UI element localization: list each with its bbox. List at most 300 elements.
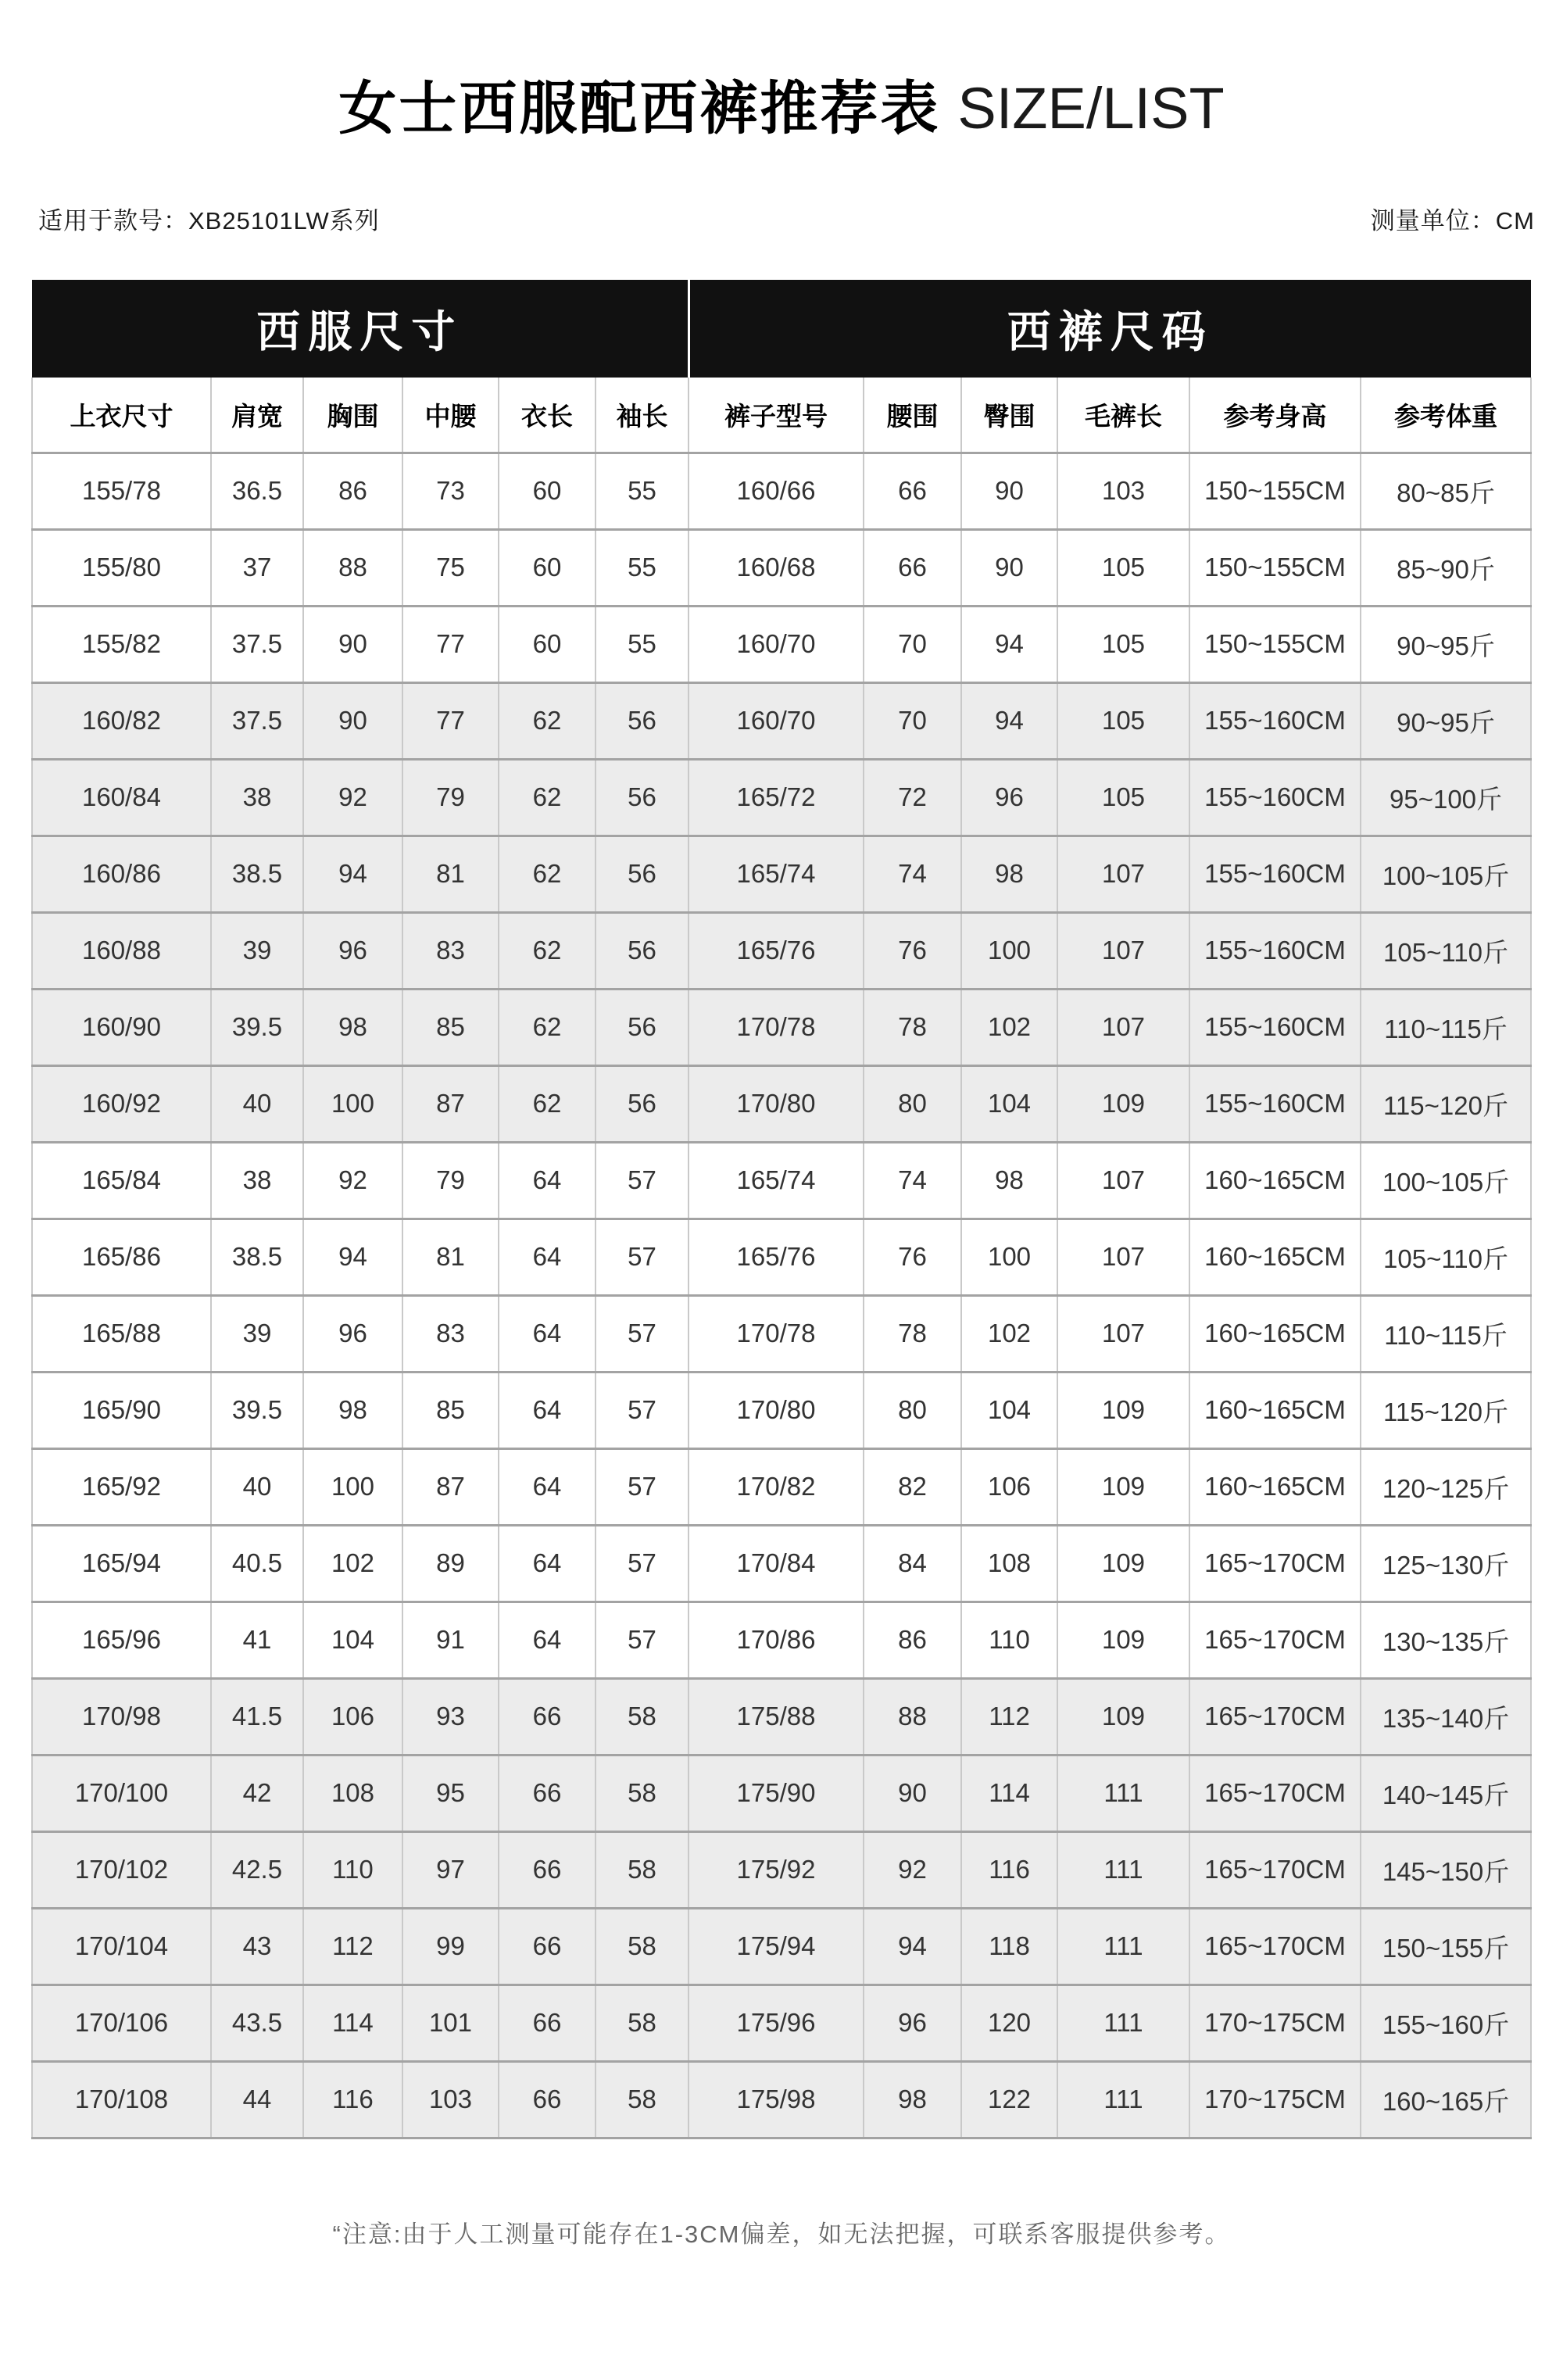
cell-r21-c3: 114 — [303, 1985, 402, 2061]
cell-r2-c6: 55 — [596, 529, 689, 606]
cell-r15-c11: 165~170CM — [1189, 1525, 1361, 1602]
cell-r17-c6: 58 — [596, 1678, 689, 1755]
cell-r8-c4: 85 — [402, 989, 499, 1065]
cell-r12-c5: 64 — [499, 1295, 596, 1372]
cell-r7-c2: 39 — [211, 912, 303, 989]
cell-r7-c3: 96 — [303, 912, 402, 989]
column-header-1: 上衣尺寸 — [32, 378, 211, 453]
cell-r4-c7: 160/70 — [689, 682, 864, 759]
cell-r3-c7: 160/70 — [689, 606, 864, 682]
cell-r14-c8: 82 — [864, 1448, 961, 1525]
cell-r12-c2: 39 — [211, 1295, 303, 1372]
cell-r5-c10: 105 — [1057, 759, 1189, 836]
column-header-12: 参考体重 — [1361, 378, 1531, 453]
cell-r9-c8: 80 — [864, 1065, 961, 1142]
cell-r19-c11: 165~170CM — [1189, 1831, 1361, 1908]
cell-r6-c4: 81 — [402, 836, 499, 912]
size-table — [31, 280, 1532, 2139]
cell-r2-c8: 66 — [864, 529, 961, 606]
cell-r5-c4: 79 — [402, 759, 499, 836]
cell-r14-c11: 160~165CM — [1189, 1448, 1361, 1525]
cell-r10-c1: 165/84 — [32, 1142, 211, 1219]
cell-r13-c11: 160~165CM — [1189, 1372, 1361, 1448]
cell-r17-c11: 165~170CM — [1189, 1678, 1361, 1755]
cell-r13-c4: 85 — [402, 1372, 499, 1448]
cell-r8-c6: 56 — [596, 989, 689, 1065]
page-title-en: SIZE/LIST — [957, 76, 1225, 141]
cell-r3-c10: 105 — [1057, 606, 1189, 682]
cell-r5-c1: 160/84 — [32, 759, 211, 836]
column-header-2: 肩宽 — [211, 378, 303, 453]
cell-r18-c8: 90 — [864, 1755, 961, 1831]
cell-r21-c9: 120 — [961, 1985, 1057, 2061]
cell-r9-c3: 100 — [303, 1065, 402, 1142]
model-note: 适用于款号：XB25101LW系列 — [38, 207, 380, 235]
cell-r6-c7: 165/74 — [689, 836, 864, 912]
column-header-row — [32, 378, 1531, 453]
cell-r7-c6: 56 — [596, 912, 689, 989]
cell-r22-c9: 122 — [961, 2061, 1057, 2138]
cell-r11-c5: 64 — [499, 1219, 596, 1295]
cell-r14-c1: 165/92 — [32, 1448, 211, 1525]
cell-r19-c2: 42.5 — [211, 1831, 303, 1908]
table-row-3 — [32, 606, 1531, 682]
column-header-7: 裤子型号 — [689, 378, 864, 453]
cell-r9-c5: 62 — [499, 1065, 596, 1142]
cell-r10-c2: 38 — [211, 1142, 303, 1219]
cell-r5-c2: 38 — [211, 759, 303, 836]
cell-r19-c4: 97 — [402, 1831, 499, 1908]
cell-r3-c12: 90~95斤 — [1361, 606, 1531, 682]
cell-r8-c12: 110~115斤 — [1361, 989, 1531, 1065]
cell-r1-c9: 90 — [961, 453, 1057, 529]
cell-r17-c1: 170/98 — [32, 1678, 211, 1755]
cell-r19-c7: 175/92 — [689, 1831, 864, 1908]
cell-r11-c10: 107 — [1057, 1219, 1189, 1295]
cell-r15-c2: 40.5 — [211, 1525, 303, 1602]
table-row-5 — [32, 759, 1531, 836]
cell-r15-c4: 89 — [402, 1525, 499, 1602]
cell-r14-c5: 64 — [499, 1448, 596, 1525]
cell-r13-c5: 64 — [499, 1372, 596, 1448]
cell-r17-c9: 112 — [961, 1678, 1057, 1755]
cell-r13-c1: 165/90 — [32, 1372, 211, 1448]
cell-r17-c8: 88 — [864, 1678, 961, 1755]
cell-r11-c4: 81 — [402, 1219, 499, 1295]
cell-r21-c1: 170/106 — [32, 1985, 211, 2061]
table-row-17 — [32, 1678, 1531, 1755]
cell-r8-c1: 160/90 — [32, 989, 211, 1065]
cell-r11-c11: 160~165CM — [1189, 1219, 1361, 1295]
cell-r13-c2: 39.5 — [211, 1372, 303, 1448]
cell-r16-c7: 170/86 — [689, 1602, 864, 1678]
cell-r19-c10: 111 — [1057, 1831, 1189, 1908]
cell-r19-c1: 170/102 — [32, 1831, 211, 1908]
cell-r12-c9: 102 — [961, 1295, 1057, 1372]
cell-r22-c1: 170/108 — [32, 2061, 211, 2138]
cell-r1-c7: 160/66 — [689, 453, 864, 529]
cell-r18-c5: 66 — [499, 1755, 596, 1831]
cell-r14-c10: 109 — [1057, 1448, 1189, 1525]
cell-r17-c4: 93 — [402, 1678, 499, 1755]
cell-r1-c6: 55 — [596, 453, 689, 529]
cell-r6-c3: 94 — [303, 836, 402, 912]
cell-r21-c5: 66 — [499, 1985, 596, 2061]
cell-r22-c5: 66 — [499, 2061, 596, 2138]
cell-r8-c3: 98 — [303, 989, 402, 1065]
cell-r19-c12: 145~150斤 — [1361, 1831, 1531, 1908]
cell-r4-c4: 77 — [402, 682, 499, 759]
cell-r2-c1: 155/80 — [32, 529, 211, 606]
cell-r1-c8: 66 — [864, 453, 961, 529]
cell-r9-c11: 155~160CM — [1189, 1065, 1361, 1142]
cell-r11-c3: 94 — [303, 1219, 402, 1295]
table-row-21 — [32, 1985, 1531, 2061]
cell-r19-c5: 66 — [499, 1831, 596, 1908]
cell-r6-c5: 62 — [499, 836, 596, 912]
cell-r20-c12: 150~155斤 — [1361, 1908, 1531, 1985]
cell-r4-c1: 160/82 — [32, 682, 211, 759]
cell-r10-c12: 100~105斤 — [1361, 1142, 1531, 1219]
cell-r6-c9: 98 — [961, 836, 1057, 912]
cell-r15-c6: 57 — [596, 1525, 689, 1602]
column-header-5: 衣长 — [499, 378, 596, 453]
cell-r11-c6: 57 — [596, 1219, 689, 1295]
cell-r18-c2: 42 — [211, 1755, 303, 1831]
cell-r12-c6: 57 — [596, 1295, 689, 1372]
cell-r22-c6: 58 — [596, 2061, 689, 2138]
cell-r1-c1: 155/78 — [32, 453, 211, 529]
table-row-16 — [32, 1602, 1531, 1678]
cell-r20-c6: 58 — [596, 1908, 689, 1985]
cell-r22-c12: 160~165斤 — [1361, 2061, 1531, 2138]
cell-r6-c12: 100~105斤 — [1361, 836, 1531, 912]
cell-r14-c7: 170/82 — [689, 1448, 864, 1525]
cell-r11-c8: 76 — [864, 1219, 961, 1295]
cell-r5-c8: 72 — [864, 759, 961, 836]
cell-r16-c8: 86 — [864, 1602, 961, 1678]
cell-r13-c8: 80 — [864, 1372, 961, 1448]
cell-r17-c5: 66 — [499, 1678, 596, 1755]
cell-r19-c6: 58 — [596, 1831, 689, 1908]
column-header-10: 毛裤长 — [1057, 378, 1189, 453]
cell-r17-c3: 106 — [303, 1678, 402, 1755]
cell-r9-c9: 104 — [961, 1065, 1057, 1142]
cell-r18-c1: 170/100 — [32, 1755, 211, 1831]
cell-r15-c12: 125~130斤 — [1361, 1525, 1531, 1602]
cell-r13-c12: 115~120斤 — [1361, 1372, 1531, 1448]
cell-r22-c11: 170~175CM — [1189, 2061, 1361, 2138]
cell-r13-c9: 104 — [961, 1372, 1057, 1448]
cell-r22-c2: 44 — [211, 2061, 303, 2138]
cell-r12-c12: 110~115斤 — [1361, 1295, 1531, 1372]
cell-r12-c10: 107 — [1057, 1295, 1189, 1372]
cell-r4-c9: 94 — [961, 682, 1057, 759]
cell-r12-c1: 165/88 — [32, 1295, 211, 1372]
cell-r7-c4: 83 — [402, 912, 499, 989]
cell-r16-c9: 110 — [961, 1602, 1057, 1678]
cell-r1-c4: 73 — [402, 453, 499, 529]
column-header-11: 参考身高 — [1189, 378, 1361, 453]
group-header-suit: 西服尺寸 — [32, 280, 689, 378]
cell-r22-c8: 98 — [864, 2061, 961, 2138]
cell-r10-c7: 165/74 — [689, 1142, 864, 1219]
cell-r13-c10: 109 — [1057, 1372, 1189, 1448]
cell-r8-c7: 170/78 — [689, 989, 864, 1065]
cell-r18-c10: 111 — [1057, 1755, 1189, 1831]
cell-r7-c11: 155~160CM — [1189, 912, 1361, 989]
table-row-7 — [32, 912, 1531, 989]
cell-r13-c6: 57 — [596, 1372, 689, 1448]
cell-r1-c2: 36.5 — [211, 453, 303, 529]
cell-r4-c6: 56 — [596, 682, 689, 759]
cell-r15-c1: 165/94 — [32, 1525, 211, 1602]
cell-r11-c1: 165/86 — [32, 1219, 211, 1295]
cell-r20-c8: 94 — [864, 1908, 961, 1985]
cell-r3-c8: 70 — [864, 606, 961, 682]
cell-r16-c4: 91 — [402, 1602, 499, 1678]
cell-r3-c2: 37.5 — [211, 606, 303, 682]
cell-r4-c8: 70 — [864, 682, 961, 759]
cell-r9-c2: 40 — [211, 1065, 303, 1142]
cell-r22-c4: 103 — [402, 2061, 499, 2138]
cell-r12-c4: 83 — [402, 1295, 499, 1372]
cell-r6-c10: 107 — [1057, 836, 1189, 912]
cell-r12-c7: 170/78 — [689, 1295, 864, 1372]
cell-r9-c10: 109 — [1057, 1065, 1189, 1142]
cell-r1-c5: 60 — [499, 453, 596, 529]
table-row-9 — [32, 1065, 1531, 1142]
column-header-6: 袖长 — [596, 378, 689, 453]
cell-r7-c5: 62 — [499, 912, 596, 989]
page-title — [0, 0, 1563, 140]
cell-r22-c7: 175/98 — [689, 2061, 864, 2138]
cell-r14-c4: 87 — [402, 1448, 499, 1525]
cell-r10-c5: 64 — [499, 1142, 596, 1219]
cell-r5-c6: 56 — [596, 759, 689, 836]
cell-r16-c5: 64 — [499, 1602, 596, 1678]
group-header-row — [32, 280, 1531, 378]
cell-r20-c9: 118 — [961, 1908, 1057, 1985]
cell-r5-c7: 165/72 — [689, 759, 864, 836]
cell-r19-c3: 110 — [303, 1831, 402, 1908]
cell-r10-c8: 74 — [864, 1142, 961, 1219]
cell-r20-c4: 99 — [402, 1908, 499, 1985]
cell-r2-c12: 85~90斤 — [1361, 529, 1531, 606]
cell-r2-c2: 37 — [211, 529, 303, 606]
page-title-cn: 女士西服配西裤推荐表 — [338, 76, 941, 141]
cell-r3-c3: 90 — [303, 606, 402, 682]
cell-r4-c3: 90 — [303, 682, 402, 759]
cell-r7-c1: 160/88 — [32, 912, 211, 989]
cell-r16-c12: 130~135斤 — [1361, 1602, 1531, 1678]
cell-r16-c11: 165~170CM — [1189, 1602, 1361, 1678]
cell-r14-c3: 100 — [303, 1448, 402, 1525]
cell-r4-c2: 37.5 — [211, 682, 303, 759]
cell-r8-c9: 102 — [961, 989, 1057, 1065]
cell-r10-c10: 107 — [1057, 1142, 1189, 1219]
table-row-11 — [32, 1219, 1531, 1295]
cell-r8-c10: 107 — [1057, 989, 1189, 1065]
cell-r16-c3: 104 — [303, 1602, 402, 1678]
cell-r6-c11: 155~160CM — [1189, 836, 1361, 912]
table-row-20 — [32, 1908, 1531, 1985]
cell-r16-c10: 109 — [1057, 1602, 1189, 1678]
cell-r4-c5: 62 — [499, 682, 596, 759]
cell-r3-c9: 94 — [961, 606, 1057, 682]
table-row-4 — [32, 682, 1531, 759]
table-row-1 — [32, 453, 1531, 529]
cell-r18-c11: 165~170CM — [1189, 1755, 1361, 1831]
cell-r21-c7: 175/96 — [689, 1985, 864, 2061]
cell-r9-c4: 87 — [402, 1065, 499, 1142]
cell-r5-c3: 92 — [303, 759, 402, 836]
cell-r11-c2: 38.5 — [211, 1219, 303, 1295]
cell-r14-c9: 106 — [961, 1448, 1057, 1525]
cell-r3-c5: 60 — [499, 606, 596, 682]
cell-r1-c3: 86 — [303, 453, 402, 529]
cell-r2-c7: 160/68 — [689, 529, 864, 606]
cell-r18-c6: 58 — [596, 1755, 689, 1831]
cell-r20-c5: 66 — [499, 1908, 596, 1985]
cell-r20-c3: 112 — [303, 1908, 402, 1985]
cell-r18-c12: 140~145斤 — [1361, 1755, 1531, 1831]
cell-r7-c8: 76 — [864, 912, 961, 989]
table-row-18 — [32, 1755, 1531, 1831]
table-row-19 — [32, 1831, 1531, 1908]
cell-r6-c2: 38.5 — [211, 836, 303, 912]
cell-r1-c12: 80~85斤 — [1361, 453, 1531, 529]
cell-r20-c1: 170/104 — [32, 1908, 211, 1985]
table-row-15 — [32, 1525, 1531, 1602]
table-row-13 — [32, 1372, 1531, 1448]
cell-r11-c7: 165/76 — [689, 1219, 864, 1295]
cell-r2-c5: 60 — [499, 529, 596, 606]
cell-r9-c7: 170/80 — [689, 1065, 864, 1142]
cell-r20-c10: 111 — [1057, 1908, 1189, 1985]
cell-r15-c8: 84 — [864, 1525, 961, 1602]
meta-row — [38, 201, 1535, 236]
cell-r11-c9: 100 — [961, 1219, 1057, 1295]
cell-r14-c12: 120~125斤 — [1361, 1448, 1531, 1525]
cell-r7-c9: 100 — [961, 912, 1057, 989]
column-header-8: 腰围 — [864, 378, 961, 453]
cell-r4-c12: 90~95斤 — [1361, 682, 1531, 759]
column-header-3: 胸围 — [303, 378, 402, 453]
column-header-9: 臀围 — [961, 378, 1057, 453]
cell-r18-c4: 95 — [402, 1755, 499, 1831]
cell-r13-c7: 170/80 — [689, 1372, 864, 1448]
group-header-pants: 西裤尺码 — [689, 280, 1531, 378]
footnote: “注意:由于人工测量可能存在1-3CM偏差，如无法把握，可联系客服提供参考。 — [332, 2220, 1231, 2248]
cell-r20-c11: 165~170CM — [1189, 1908, 1361, 1985]
cell-r13-c3: 98 — [303, 1372, 402, 1448]
cell-r15-c9: 108 — [961, 1525, 1057, 1602]
table-row-2 — [32, 529, 1531, 606]
cell-r11-c12: 105~110斤 — [1361, 1219, 1531, 1295]
cell-r7-c7: 165/76 — [689, 912, 864, 989]
cell-r2-c9: 90 — [961, 529, 1057, 606]
cell-r16-c1: 165/96 — [32, 1602, 211, 1678]
cell-r12-c11: 160~165CM — [1189, 1295, 1361, 1372]
cell-r17-c12: 135~140斤 — [1361, 1678, 1531, 1755]
cell-r10-c11: 160~165CM — [1189, 1142, 1361, 1219]
cell-r10-c3: 92 — [303, 1142, 402, 1219]
table-row-22 — [32, 2061, 1531, 2138]
cell-r3-c1: 155/82 — [32, 606, 211, 682]
cell-r10-c9: 98 — [961, 1142, 1057, 1219]
cell-r3-c4: 77 — [402, 606, 499, 682]
cell-r9-c12: 115~120斤 — [1361, 1065, 1531, 1142]
cell-r22-c3: 116 — [303, 2061, 402, 2138]
cell-r6-c1: 160/86 — [32, 836, 211, 912]
cell-r8-c2: 39.5 — [211, 989, 303, 1065]
cell-r15-c3: 102 — [303, 1525, 402, 1602]
cell-r9-c1: 160/92 — [32, 1065, 211, 1142]
cell-r21-c2: 43.5 — [211, 1985, 303, 2061]
cell-r5-c9: 96 — [961, 759, 1057, 836]
cell-r7-c10: 107 — [1057, 912, 1189, 989]
cell-r21-c4: 101 — [402, 1985, 499, 2061]
cell-r16-c2: 41 — [211, 1602, 303, 1678]
cell-r12-c8: 78 — [864, 1295, 961, 1372]
cell-r21-c11: 170~175CM — [1189, 1985, 1361, 2061]
cell-r5-c5: 62 — [499, 759, 596, 836]
cell-r21-c6: 58 — [596, 1985, 689, 2061]
cell-r15-c10: 109 — [1057, 1525, 1189, 1602]
table-row-8 — [32, 989, 1531, 1065]
cell-r2-c3: 88 — [303, 529, 402, 606]
cell-r6-c8: 74 — [864, 836, 961, 912]
table-row-10 — [32, 1142, 1531, 1219]
cell-r20-c7: 175/94 — [689, 1908, 864, 1985]
cell-r2-c4: 75 — [402, 529, 499, 606]
cell-r6-c6: 56 — [596, 836, 689, 912]
cell-r18-c3: 108 — [303, 1755, 402, 1831]
cell-r19-c9: 116 — [961, 1831, 1057, 1908]
cell-r9-c6: 56 — [596, 1065, 689, 1142]
cell-r15-c7: 170/84 — [689, 1525, 864, 1602]
cell-r21-c8: 96 — [864, 1985, 961, 2061]
cell-r4-c11: 155~160CM — [1189, 682, 1361, 759]
cell-r5-c12: 95~100斤 — [1361, 759, 1531, 836]
cell-r22-c10: 111 — [1057, 2061, 1189, 2138]
unit-note: 测量单位：CM — [1370, 207, 1535, 235]
cell-r21-c10: 111 — [1057, 1985, 1189, 2061]
cell-r2-c10: 105 — [1057, 529, 1189, 606]
table-row-12 — [32, 1295, 1531, 1372]
cell-r14-c6: 57 — [596, 1448, 689, 1525]
cell-r8-c8: 78 — [864, 989, 961, 1065]
cell-r15-c5: 64 — [499, 1525, 596, 1602]
cell-r20-c2: 43 — [211, 1908, 303, 1985]
cell-r17-c2: 41.5 — [211, 1678, 303, 1755]
cell-r18-c9: 114 — [961, 1755, 1057, 1831]
table-row-14 — [32, 1448, 1531, 1525]
table-row-6 — [32, 836, 1531, 912]
cell-r16-c6: 57 — [596, 1602, 689, 1678]
cell-r10-c6: 57 — [596, 1142, 689, 1219]
cell-r1-c11: 150~155CM — [1189, 453, 1361, 529]
cell-r10-c4: 79 — [402, 1142, 499, 1219]
cell-r19-c8: 92 — [864, 1831, 961, 1908]
cell-r8-c11: 155~160CM — [1189, 989, 1361, 1065]
cell-r21-c12: 155~160斤 — [1361, 1985, 1531, 2061]
column-header-4: 中腰 — [402, 378, 499, 453]
cell-r18-c7: 175/90 — [689, 1755, 864, 1831]
cell-r5-c11: 155~160CM — [1189, 759, 1361, 836]
cell-r8-c5: 62 — [499, 989, 596, 1065]
